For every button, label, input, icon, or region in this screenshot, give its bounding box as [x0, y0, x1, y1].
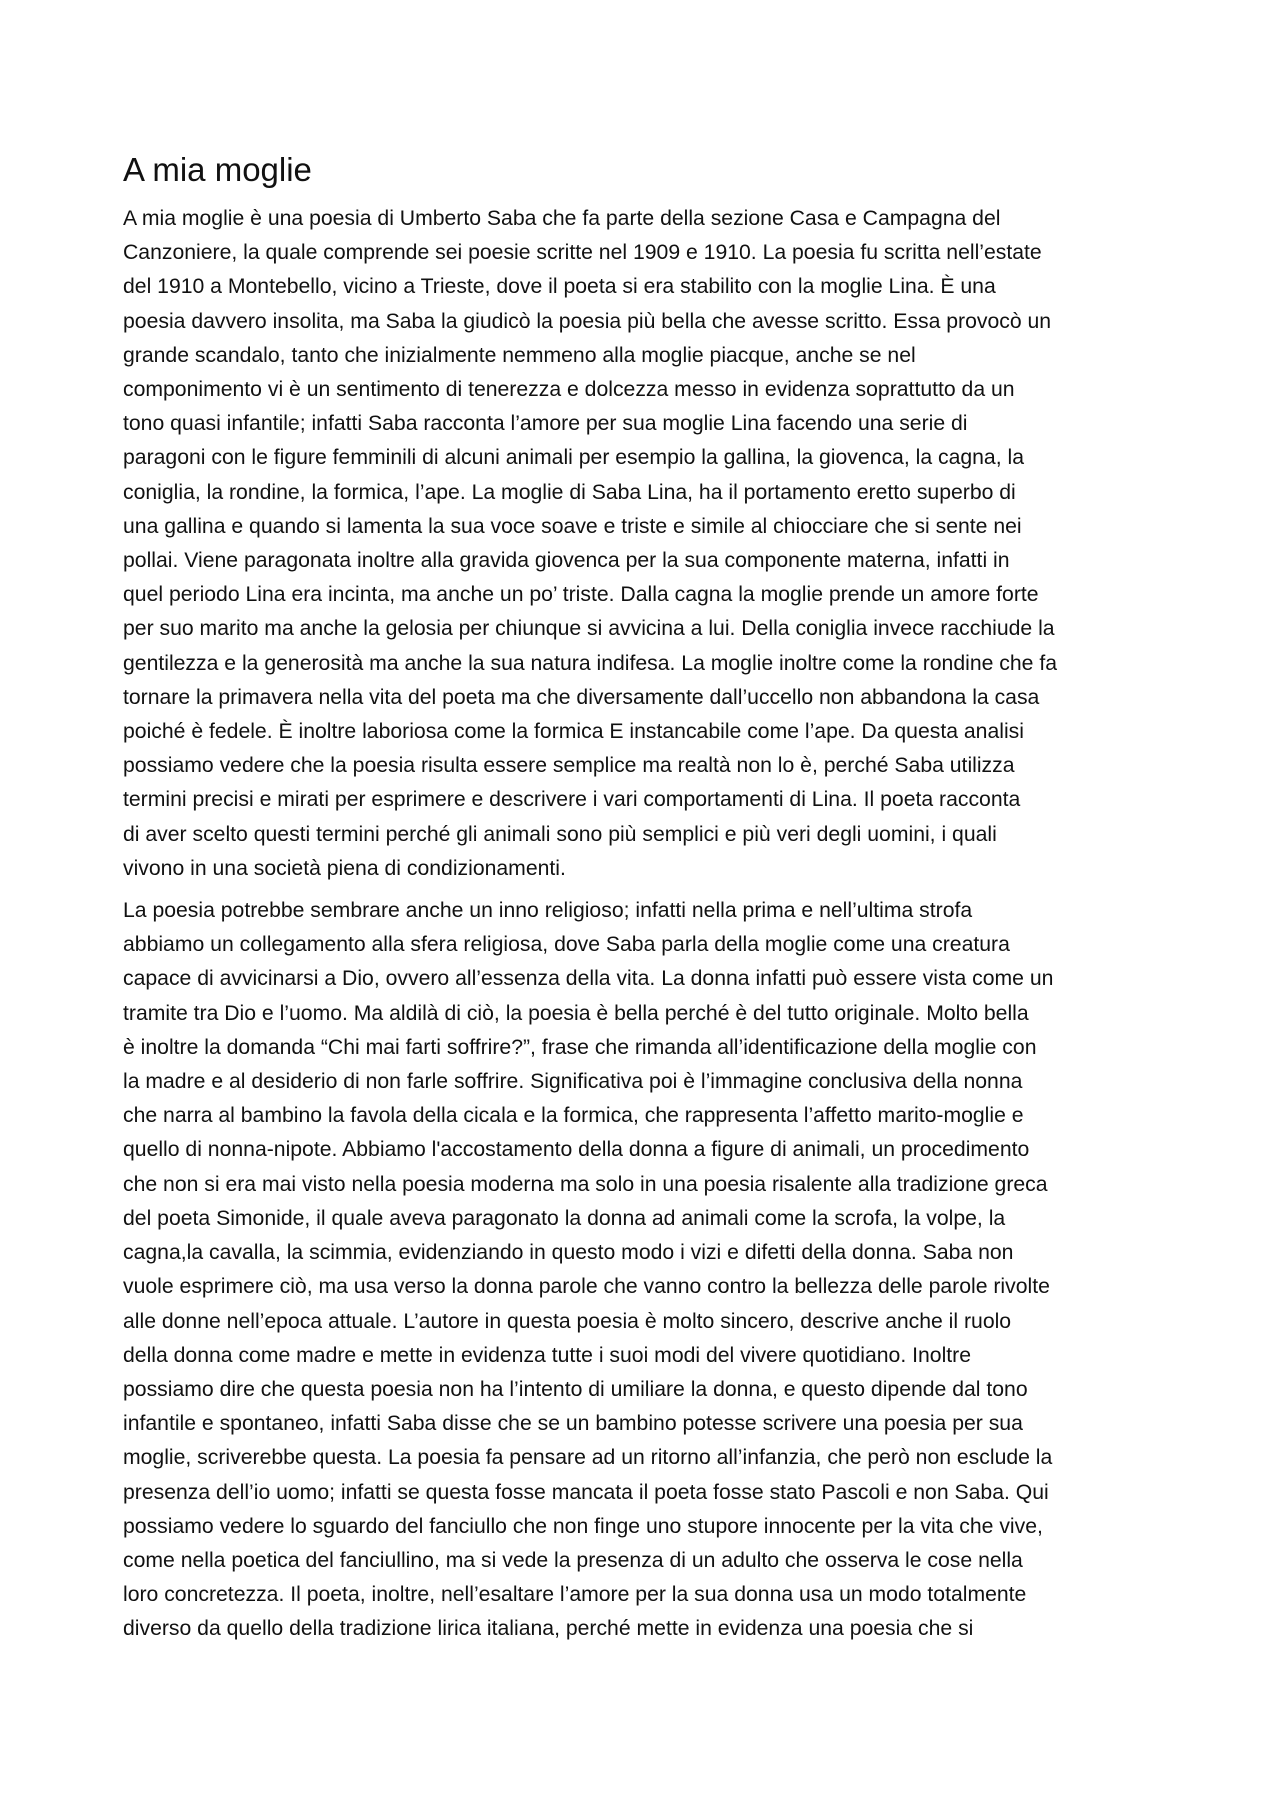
text-line: del poeta Simonide, il quale aveva paragonato la donna ad animali come la scrofa, la volpe, la — [123, 1206, 1006, 1230]
text-line: quel periodo Lina era incinta, ma anche un po’ triste. Dalla cagna la moglie prende un amore forte — [123, 583, 1039, 607]
text-line: quello di nonna-nipote. Abbiamo l'accostamento della donna a figure di animali, un procedimento — [123, 1138, 1030, 1162]
text-line: paragoni con le figure femminili di alcuni animali per esempio la gallina, la giovenca, la cagna, la — [123, 446, 1024, 470]
text-line: per suo marito ma anche la gelosia per chiunque si avvicina a lui. Della coniglia invece racchiude la — [123, 617, 1055, 641]
text-line: tramite tra Dio e l’uomo. Ma aldilà di ciò, la poesia è bella perché è del tutto originale. Molto bella — [123, 1001, 1029, 1025]
text-line: una gallina e quando si lamenta la sua voce soave e triste e simile al chiocciare che si sente nei — [123, 514, 1022, 538]
text-line: termini precisi e mirati per esprimere e descrivere i vari comportamenti di Lina. Il poeta racconta — [123, 788, 1021, 812]
text-line: poesia davvero insolita, ma Saba la giudicò la poesia più bella che avesse scritto. Essa provocò un — [123, 309, 1052, 333]
text-line: la madre e al desiderio di non farle soffrire. Significativa poi è l’immagine conclusiva della nonna — [123, 1070, 1023, 1094]
text-line: La poesia potrebbe sembrare anche un inno religioso; infatti nella prima e nell’ultima strofa — [123, 899, 973, 923]
text-line: diverso da quello della tradizione lirica italiana, perché mette in evidenza una poesia che si — [123, 1617, 974, 1641]
text-line: presenza dell’io uomo; infatti se questa fosse mancata il poeta fosse stato Pascoli e non Saba. Qui — [123, 1480, 1049, 1504]
text-line: coniglia, la rondine, la formica, l’ape. La moglie di Saba Lina, ha il portamento eretto superbo di — [123, 480, 1016, 504]
paragraph-2 — [123, 894, 1163, 1646]
text-line: grande scandalo, tanto che inizialmente nemmeno alla moglie piacque, anche se nel — [123, 343, 916, 367]
text-line: possiamo vedere che la poesia risulta essere semplice ma realtà non lo è, perché Saba utilizza — [123, 754, 1015, 778]
text-line: tono quasi infantile; infatti Saba racconta l’amore per sua moglie Lina facendo una serie di — [123, 412, 968, 436]
text-line: infantile e spontaneo, infatti Saba disse che se un bambino potesse scrivere una poesia per sua — [123, 1412, 1023, 1436]
text-line: A mia moglie è una poesia di Umberto Saba che fa parte della sezione Casa e Campagna del — [123, 207, 1001, 230]
text-line: di aver scelto questi termini perché gli animali sono più semplici e più veri degli uomini, i quali — [123, 822, 997, 846]
text-line: possiamo dire che questa poesia non ha l’intento di umiliare la donna, e questo dipende dal tono — [123, 1377, 1028, 1401]
text-line: cagna,la cavalla, la scimmia, evidenziando in questo modo i vizi e difetti della donna. Saba non — [123, 1241, 1014, 1265]
text-line: gentilezza e la generosità ma anche la sua natura indifesa. La moglie inoltre come la rondine che fa — [123, 651, 1057, 675]
text-line: moglie, scriverebbe questa. La poesia fa pensare ad un ritorno all’infanzia, che però non esclude la — [123, 1446, 1053, 1470]
text-line: pollai. Viene paragonata inoltre alla gravida giovenca per la sua componente materna, infatti in — [123, 549, 1010, 573]
text-line: Canzoniere, la quale comprende sei poesie scritte nel 1909 e 1910. La poesia fu scritta nell’estate — [123, 241, 1042, 265]
text-line: capace di avvicinarsi a Dio, ovvero all’essenza della vita. La donna infatti può essere vista come un — [123, 967, 1054, 991]
text-line: del 1910 a Montebello, vicino a Trieste, dove il poeta si era stabilito con la moglie Lina. È una — [123, 275, 996, 299]
text-line: loro concretezza. Il poeta, inoltre, nell’esaltare l’amore per la sua donna usa un modo totalmente — [123, 1583, 1027, 1607]
text-line: alle donne nell’epoca attuale. L’autore in questa poesia è molto sincero, descrive anche il ruolo — [123, 1309, 1012, 1333]
document-body — [123, 150, 1163, 1655]
page-title: A mia moglie — [123, 151, 312, 188]
text-line: che narra al bambino la favola della cicala e la formica, che rappresenta l’affetto marito-moglie e — [123, 1104, 1024, 1128]
text-line: tornare la primavera nella vita del poeta ma che diversamente dall’uccello non abbandona la casa — [123, 685, 1040, 709]
text-line: è inoltre la domanda “Chi mai farti soffrire?”, frase che rimanda all’identificazione della moglie con — [123, 1035, 1037, 1059]
text-line: vivono in una società piena di condizionamenti. — [123, 856, 566, 880]
paragraph-1 — [123, 202, 1163, 886]
text-line: come nella poetica del fanciullino, ma si vede la presenza di un adulto che osserva le cose nella — [123, 1548, 1023, 1572]
paragraph-container — [123, 202, 1163, 1647]
text-line: della donna come madre e mette in evidenza tutte i suoi modi del vivere quotidiano. Inoltre — [123, 1343, 971, 1367]
text-line: abbiamo un collegamento alla sfera religiosa, dove Saba parla della moglie come una creatura — [123, 933, 1010, 957]
text-line: possiamo vedere lo sguardo del fanciullo che non finge uno stupore innocente per la vita che vive, — [123, 1514, 1043, 1538]
text-line: vuole esprimere ciò, ma usa verso la donna parole che vanno contro la bellezza delle parole rivolte — [123, 1275, 1050, 1299]
text-line: poiché è fedele. È inoltre laboriosa come la formica E instancabile come l’ape. Da questa analisi — [123, 720, 1024, 744]
text-line: che non si era mai visto nella poesia moderna ma solo in una poesia risalente alla tradizione greca — [123, 1172, 1048, 1196]
text-line: componimento vi è un sentimento di tenerezza e dolcezza messo in evidenza soprattutto da un — [123, 378, 1015, 402]
